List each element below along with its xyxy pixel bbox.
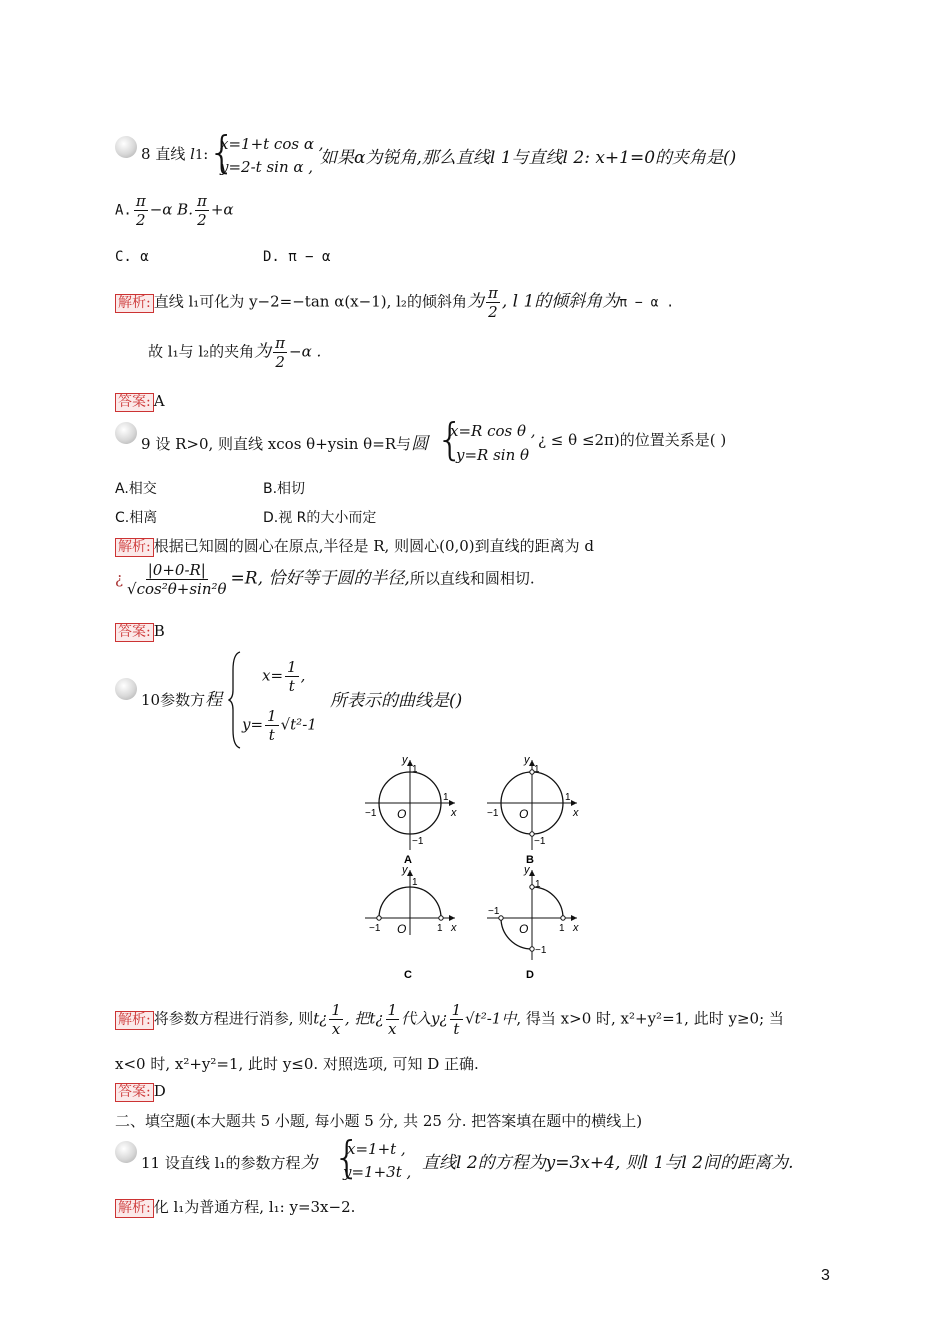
frac-num: π (487, 284, 498, 302)
q10-stem-tail: 所表示的曲线是() (330, 691, 463, 711)
axis-x-label: x (573, 807, 579, 819)
q9-stem-text: 设 R>0, 则直线 xcos θ+ysin θ=R与 (155, 435, 412, 453)
q8-option-c: C. α (115, 249, 149, 265)
q8-analysis2-pre: 故 l₁与 l₂的夹角 (148, 342, 255, 361)
q9-analysis2-tail: 所以直线和圆相切. (409, 569, 535, 588)
q8-prefix: 直线 (155, 145, 186, 163)
figure-c (365, 864, 457, 980)
q10-stem-cheng: 程 (205, 690, 223, 710)
origin-label: O (519, 922, 529, 936)
q9-brace: { (436, 414, 464, 465)
q10-analysis-zhong: 中 (501, 1009, 517, 1028)
q8-analysis-end: π − α . (619, 295, 675, 311)
frac-num: 1 (267, 707, 277, 725)
frac-den: t (268, 726, 275, 744)
q8-analysis-text1: 直线 l₁可化为 y−2=−tan α(x−1), l₂的倾斜角 (153, 292, 467, 311)
axis-x-label: x (451, 807, 457, 819)
q8-option-a-tail: −α B. (149, 200, 193, 219)
tick-label: −1 (488, 906, 500, 917)
q11-system-line2: y=1+3t , (343, 1163, 412, 1181)
tick-label: 1 (559, 923, 565, 934)
q8-brace: { (208, 127, 236, 178)
axis-y-label: y (524, 864, 530, 876)
q11-analysis (115, 1196, 355, 1218)
q10-analysis-sqrt: √t²-1 (465, 1009, 502, 1028)
q10-stem-pre (141, 685, 222, 710)
q9-option-a: A.相交 (115, 481, 157, 497)
frac-num: 1 (451, 1001, 462, 1019)
frac-num: π (275, 334, 286, 352)
analysis-tag: 解析: (115, 538, 154, 557)
frac-den: x (388, 1020, 397, 1038)
frac-num: 1 (331, 1001, 341, 1019)
q10-sys1-fraction (285, 658, 299, 695)
frac-den: 2 (136, 211, 146, 229)
analysis-tag: 解析: (115, 1011, 154, 1030)
answer-tag: 答案: (115, 393, 154, 412)
tick-label: −1 (535, 945, 547, 956)
tick-label: 1 (534, 764, 540, 775)
frac-num: 1 (287, 658, 297, 676)
axis-y-label: y (402, 864, 408, 876)
q9-analysis2-fraction (125, 561, 229, 598)
frac-den: √cos²θ+sin²θ (127, 580, 227, 598)
q11-stem-text: 设直线 l₁的参数方程 (164, 1154, 301, 1172)
tick-label: −1 (487, 808, 499, 819)
tick-label: 1 (565, 792, 571, 803)
bullet-icon (115, 1141, 137, 1163)
tick-label: −1 (365, 808, 377, 819)
q8-option-d: D. π − α (263, 249, 331, 265)
q10-analysis-line1 (115, 1001, 784, 1038)
axis-y-label: y (524, 754, 530, 766)
q11-system-line1: x=1+t , (347, 1140, 406, 1158)
figure-label: D (526, 969, 534, 980)
q8-option-a-fraction (134, 192, 148, 229)
page-number: 3 (821, 1267, 830, 1284)
answer-tag: 答案: (115, 623, 154, 642)
q11-stem-pre (141, 1148, 317, 1173)
bullet-icon (115, 136, 137, 158)
q9-answer (115, 622, 165, 642)
q10-sys1-lhs: x= (262, 666, 284, 685)
q9-answer-value: B (153, 622, 165, 640)
q8-number-prefix (141, 143, 208, 164)
q8-options-ab (115, 192, 234, 229)
q10-number: 10 (141, 691, 161, 709)
q9-option-b: B.相切 (263, 481, 306, 497)
q9-number: 9 (141, 435, 151, 453)
frac-den: 2 (488, 303, 498, 321)
frac-num: |0+0-R| (147, 561, 206, 579)
q11-stem-tail: 直线l 2的方程为y=3x+4, 则l 1与l 2间的距离为. (422, 1153, 794, 1173)
q8-answer (115, 392, 165, 412)
q10-analysis-fraction1 (329, 1001, 343, 1038)
figure-b (487, 754, 579, 866)
q10-analysis-t: t¿ (313, 1009, 328, 1028)
q8-option-a-label: A. (115, 202, 132, 219)
tick-label: −1 (369, 923, 381, 934)
q10-analysis-fraction2 (386, 1001, 400, 1038)
frac-den: t (453, 1020, 460, 1038)
q8-l1-sub: 1 (194, 148, 204, 163)
tick-label: 1 (412, 877, 418, 888)
frac-den: t (288, 677, 295, 695)
q8-system-line2: y=2-t sin α , (220, 158, 314, 176)
q9-option-d: D.视 R的大小而定 (263, 510, 377, 526)
figure-label: A (404, 854, 412, 866)
q8-analysis-line2 (148, 334, 321, 371)
frac-den: 2 (275, 353, 285, 371)
q9-bullet (115, 422, 141, 444)
q10-analysis-fraction3 (450, 1001, 464, 1038)
q10-analysis-pre: 将参数方程进行消参, 则 (153, 1009, 314, 1028)
bullet-icon (115, 422, 137, 444)
analysis-tag: 解析: (115, 294, 154, 313)
q8-stem-text: 如果α为锐角,那么直线l 1与直线l 2: x+1=0的夹角是() (320, 148, 737, 168)
tick-label: 1 (535, 879, 541, 890)
q8-system-line1: x=1+t cos α , (220, 135, 324, 153)
tick-label: −1 (534, 836, 546, 847)
q9-option-c: C.相离 (115, 510, 158, 526)
frac-num: π (135, 192, 146, 210)
q11-brace: { (333, 1132, 361, 1183)
analysis-tag: 解析: (115, 1199, 154, 1218)
q8-analysis-wei: 为 (466, 291, 484, 312)
q10-analysis-tail: , 得当 x>0 时, x²+y²=1, 此时 y≥0; 当 (516, 1009, 784, 1028)
q10-sys1-tail: , (300, 666, 306, 685)
q8-option-b-tail: +α (210, 200, 234, 219)
answer-tag: 答案: (115, 1083, 154, 1102)
q10-system-line2 (242, 707, 317, 744)
tick-label: 1 (437, 923, 443, 934)
frac-num: π (196, 192, 207, 210)
q8-analysis-line1 (115, 284, 674, 321)
frac-num: 1 (387, 1001, 398, 1019)
section-heading: 二、填空题(本大题共 5 小题, 每小题 5 分, 共 25 分. 把答案填在题中的横线上) (115, 1112, 643, 1130)
q10-stem-text: 参数方 (160, 691, 206, 709)
figure-d (487, 864, 579, 980)
axis-y-label: y (402, 754, 408, 766)
q9-analysis-line2 (115, 561, 535, 598)
q8-option-b-fraction (195, 192, 209, 229)
q9-analysis2-mid: =R, 恰好等于圆的半径, (230, 568, 410, 589)
q8-l1: l (190, 145, 195, 163)
q9-system-line1: x=R cos θ , (450, 422, 536, 440)
q9-stem-yuan: 圆 (411, 434, 429, 454)
q9-stem-tail: ¿ ≤ θ ≤2π)的位置关系是( ) (538, 431, 727, 449)
q10-sys2-lhs: y= (242, 715, 264, 734)
q9-analysis-text1: 根据已知圆的圆心在原点,半径是 R, 则圆心(0,0)到直线的距离为 d (153, 537, 595, 555)
q10-sys2-sqrt: √t²-1 (280, 715, 317, 734)
q11-bullet (115, 1141, 141, 1163)
tick-label: 1 (443, 792, 449, 803)
axis-x-label: x (451, 922, 457, 934)
q10-sys2-fraction (265, 707, 279, 744)
figure-a (365, 754, 457, 866)
q10-analysis-ba: , 把t¿ (344, 1009, 384, 1028)
q8-analysis2-tail: −α . (289, 342, 322, 361)
q10-analysis-dairu: 代入y¿ (401, 1009, 448, 1028)
q8-analysis2-fraction (273, 334, 287, 371)
q8-number: 8 (141, 145, 151, 163)
q9-analysis-line1 (115, 535, 594, 557)
q10-answer (115, 1082, 166, 1102)
q11-number: 11 (141, 1154, 161, 1172)
q10-bullet (115, 678, 141, 700)
q10-brace (228, 650, 242, 750)
figure-label: B (526, 854, 534, 866)
q10-system-line1 (262, 658, 305, 695)
q8-stem (115, 136, 141, 176)
axis-x-label: x (573, 922, 579, 934)
q9-stem-pre (141, 429, 428, 454)
bullet-icon (115, 678, 137, 700)
origin-label: O (397, 922, 407, 936)
q8-answer-value: A (153, 392, 165, 410)
q8-colon: : (203, 145, 209, 163)
tick-label: 1 (412, 764, 418, 775)
frac-den: x (331, 1020, 341, 1038)
q8-analysis-fraction (486, 284, 500, 321)
q11-analysis-text: 化 l₁为普通方程, l₁: y=3x−2. (153, 1198, 356, 1216)
q9-analysis2-pre: ¿ (115, 569, 124, 588)
q10-figures (355, 750, 595, 980)
frac-den: 2 (197, 211, 207, 229)
tick-label: −1 (412, 836, 424, 847)
q8-analysis-tail: , l 1的倾斜角为 (501, 291, 620, 312)
q11-stem-wei: 为 (300, 1153, 318, 1173)
q8-analysis2-wei: 为 (254, 341, 272, 362)
figure-label: C (404, 969, 412, 980)
q10-answer-value: D (153, 1082, 166, 1100)
origin-label: O (519, 807, 529, 821)
origin-label: O (397, 807, 407, 821)
q9-system-line2: y=R sin θ (456, 446, 530, 464)
q10-analysis-line2: x<0 时, x²+y²=1, 此时 y≤0. 对照选项, 可知 D 正确. (115, 1055, 479, 1073)
